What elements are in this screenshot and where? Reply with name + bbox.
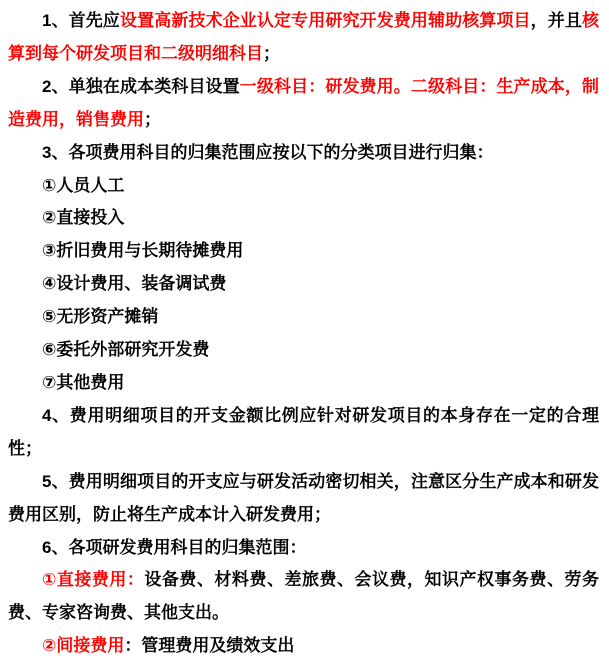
text-run: ：管理费用及绩效支出: [124, 636, 295, 656]
paragraph-9: [8, 334, 599, 367]
paragraph-15: [8, 630, 599, 663]
text-run: 一级科目：研发费用。二级科目：生产成本，制造费用，销售费用: [8, 76, 599, 129]
text-run: 5、费用明细项目的开支应与研发活动密切相关，注意区分生产成本和研发费用区别，防止将生产成本计入研发费用；: [8, 471, 599, 524]
text-run: ②直接投入: [42, 208, 125, 228]
document-body: [8, 5, 599, 663]
text-run: 3、各项费用科目的归集范围应按以下的分类项目进行归集：: [42, 142, 494, 162]
text-run: 设备费、材料费、差旅费、会议费，知识产权事务费、劳务费、专家咨询费、其他支出。: [8, 570, 599, 623]
paragraph-5: [8, 202, 599, 235]
text-run: ；: [263, 43, 280, 63]
text-run: ①人员人工: [42, 175, 125, 195]
text-run: 6、各项研发费用科目的归集范围：: [42, 537, 307, 557]
paragraph-4: [8, 170, 599, 203]
text-run: ⑥委托外部研究开发费: [42, 340, 210, 360]
text-run: ④设计费用、装备调试费: [42, 274, 227, 294]
paragraph-10: [8, 367, 599, 400]
text-run: 4、费用明细项目的开支金额比例应针对研发项目的本身存在一定的合理性；: [8, 405, 599, 458]
text-run: ；: [144, 109, 161, 129]
text-run: 核算到每个研发项目和二级明细科目: [8, 11, 600, 63]
text-run: 1、首先应: [42, 11, 121, 30]
paragraph-3: [8, 137, 599, 170]
paragraph-14: [8, 564, 599, 630]
paragraph-12: [8, 466, 599, 532]
paragraph-13: [8, 532, 599, 565]
paragraph-8: [8, 301, 599, 334]
text-run: ②间接费用: [42, 636, 125, 656]
text-run: ，并且: [530, 11, 583, 30]
text-run: ⑤无形资产摊销: [42, 307, 159, 327]
text-run: ①直接费用：: [42, 570, 145, 590]
paragraph-7: [8, 268, 599, 301]
paragraph-6: [8, 235, 599, 268]
paragraph-2: [8, 71, 599, 137]
paragraph-11: [8, 400, 599, 466]
text-run: ③折旧费用与长期待摊费用: [42, 241, 244, 261]
text-run: ⑦其他费用: [42, 372, 125, 392]
text-run: 2、单独在成本类科目设置: [42, 76, 240, 96]
text-run: 设置高新技术企业认定专用研究开发费用辅助核算项目: [120, 11, 531, 30]
paragraph-1: [8, 5, 599, 71]
